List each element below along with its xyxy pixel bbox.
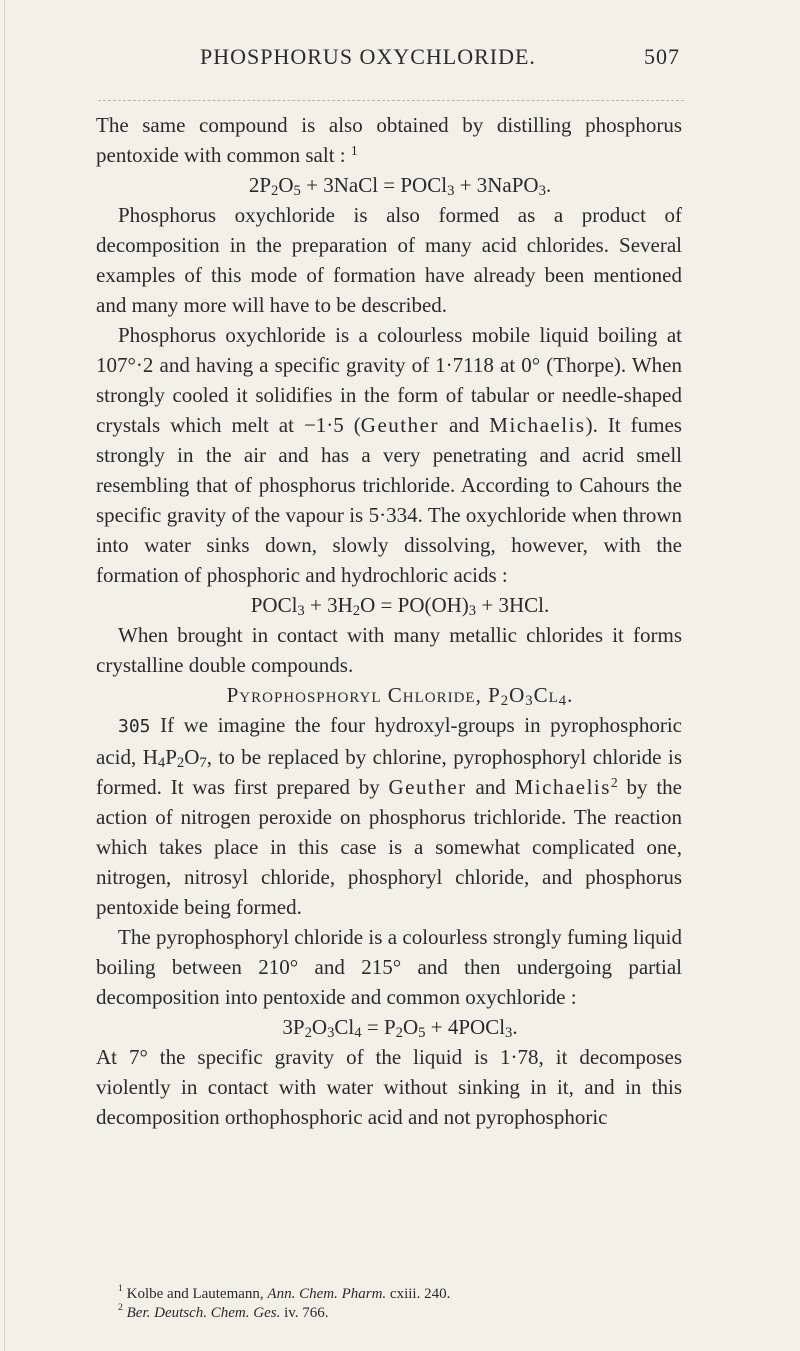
paragraph-2: Phosphorus oxychloride is also formed as a product of decomposition in the preparation of many acid chlorides. Several examples of this mode of formation have already been mentioned and many more will have to be described. bbox=[96, 203, 682, 317]
paragraph-5: 305 If we imagine the four hydroxyl-groups in pyrophosphoric acid, $H_4P_2O_7$, to be replaced by chlorine, pyrophosphoryl chloride is formed. It was first prepared by Geuther and Michaelis$^2$ by the action of nitrogen peroxide on phosphorus trichloride. The reaction which takes place in this case is a somewhat complicated one, nitrogen, nitrosyl chloride, phosphoryl chloride, and phosphorus pentoxide being formed. bbox=[96, 713, 683, 919]
equation-2: POCl$_3$ + $3H_2O = PO(OH)_3 + 3HCl$. bbox=[250, 593, 550, 619]
body-text bbox=[96, 110, 682, 1132]
page-number: 507 bbox=[644, 44, 680, 69]
paragraph-1-text: The same compound is also obtained by distilling phosphorus pentoxide with common salt : bbox=[96, 113, 682, 167]
author-geuther: Geuther bbox=[360, 413, 439, 437]
author-michaelis: Michaelis bbox=[489, 413, 586, 437]
footnote-ref-2: 2 bbox=[610, 775, 618, 790]
section-number: 305 bbox=[118, 716, 151, 737]
paragraph-4: When brought in contact with many metallic chlorides it forms crystalline double compounds. bbox=[96, 623, 682, 677]
paragraph-7: At 7° the specific gravity of the liquid is 1·78, it decomposes violently in contact with water without sinking in it, and in this decomposition orthophosphoric acid and not pyrophosphoric bbox=[96, 1045, 682, 1129]
equation-1: $2P_2O_5$ + 3NaCl = POCl$_3$ + 3NaPO$_3$. bbox=[248, 173, 552, 199]
author-geuther-2: Geuther bbox=[388, 775, 467, 799]
footnote-2: $^2$ Ber. Deutsch. Chem. Ges. iv. 766. bbox=[118, 1302, 329, 1321]
paragraph-6: The pyrophosphoryl chloride is a colourless strongly fuming liquid boiling between 210° and 215° and then undergoing partial decomposition into pentoxide and common oxychloride : bbox=[96, 925, 682, 1009]
author-michaelis-2: Michaelis bbox=[514, 775, 611, 799]
paragraph-1 bbox=[96, 110, 682, 170]
footnote-1: $^1$ Kolbe and Lautemann, Ann. Chem. Pharm. cxiii. 240. bbox=[118, 1283, 451, 1302]
running-header bbox=[96, 44, 680, 74]
section-heading: Pyrophosphoryl Chloride, $P_2O_3Cl_4$. bbox=[226, 683, 574, 709]
footnote-ref-1: 1 bbox=[350, 143, 358, 158]
running-title: PHOSPHORUS OXYCHLORIDE. bbox=[200, 44, 536, 69]
header-rule bbox=[98, 100, 684, 101]
equation-3: $3P_2O_3Cl_4 = P_2O_5$ + 4POCl$_3$. bbox=[282, 1015, 518, 1041]
page-edge-line bbox=[4, 0, 5, 1351]
paragraph-3: Phosphorus oxychloride is a colourless mobile liquid boiling at 107°·2 and having a specific gravity of 1·7118 at 0° (Thorpe). When strongly cooled it solidifies in the form of tabular or needle-shaped crystals which melt at −1·5 (Geuther and Michaelis). It fumes strongly in the air and has a very penetrating and acrid smell resembling that of phosphorus trichloride. According to Cahours the specific gravity of the vapour is 5·334. The oxychloride when thrown into water sinks down, slowly dissolving, however, with the formation of phosphoric and hydrochloric acids : bbox=[96, 323, 682, 587]
footnotes bbox=[96, 1285, 682, 1323]
